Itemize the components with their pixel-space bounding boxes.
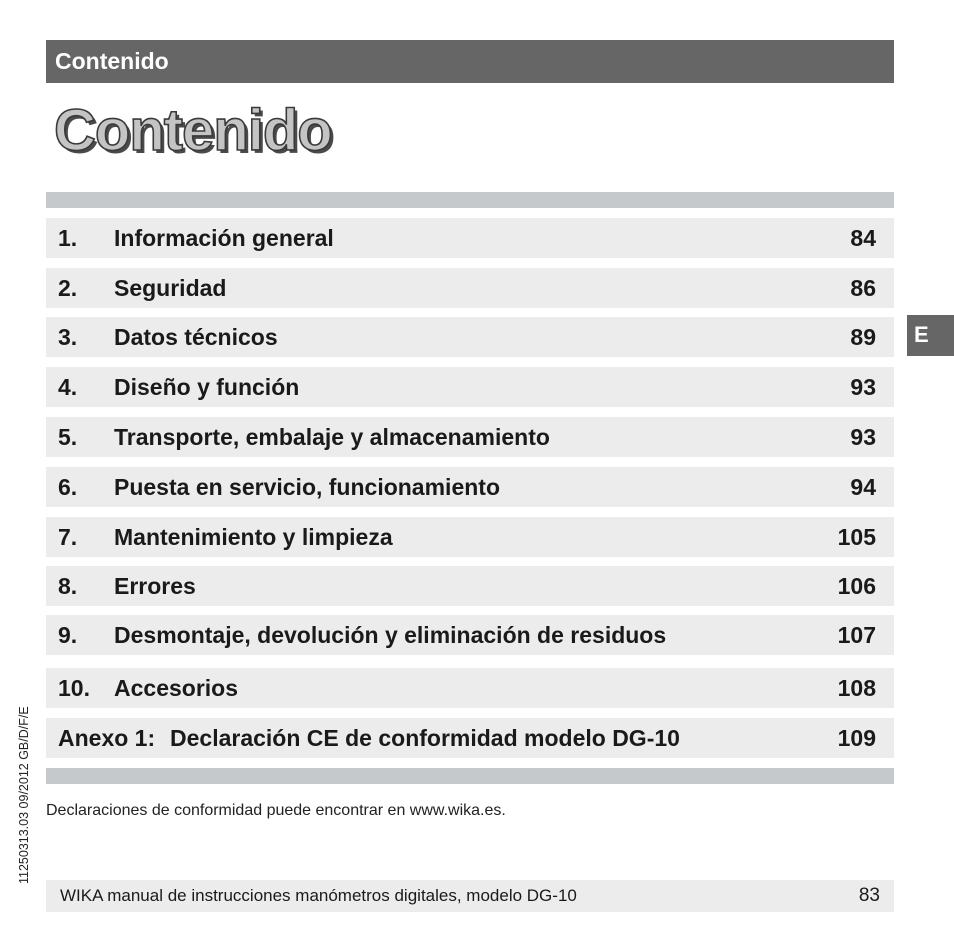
footer-text: WIKA manual de instrucciones manómetros digitales, modelo DG-10 bbox=[60, 886, 577, 905]
toc-title: Mantenimiento y limpieza bbox=[114, 524, 393, 550]
toc-row-10[interactable] bbox=[46, 668, 894, 708]
toc-row-annex[interactable] bbox=[46, 718, 894, 758]
toc-row-2[interactable] bbox=[46, 268, 894, 308]
toc-title: Desmontaje, devolución y eliminación de residuos bbox=[114, 622, 667, 648]
language-tab-label: E bbox=[914, 322, 929, 347]
toc-page: 106 bbox=[837, 573, 876, 599]
document-code: 11250313.03 09/2012 GB/D/F/E bbox=[17, 706, 31, 884]
toc-title: Puesta en servicio, funcionamiento bbox=[114, 474, 500, 500]
toc-row-3[interactable] bbox=[46, 317, 894, 357]
toc-title: Seguridad bbox=[114, 275, 227, 301]
toc-number: 5. bbox=[58, 424, 78, 450]
toc-row-9[interactable] bbox=[46, 615, 894, 655]
toc-row-5[interactable] bbox=[46, 417, 894, 457]
toc-page: 105 bbox=[837, 524, 876, 550]
top-separator bbox=[46, 192, 894, 208]
footer-page-number: 83 bbox=[858, 885, 880, 906]
toc-page: 94 bbox=[850, 474, 876, 500]
toc-page: 107 bbox=[837, 622, 876, 648]
toc-row-4[interactable] bbox=[46, 367, 894, 407]
toc-number: 1. bbox=[58, 225, 78, 251]
toc-annex-title: Declaración CE de conformidad modelo DG-10 bbox=[170, 725, 680, 751]
toc-page: 108 bbox=[837, 675, 876, 701]
toc-number: 7. bbox=[58, 524, 78, 550]
section-header-bar bbox=[46, 40, 894, 83]
toc-page: 84 bbox=[850, 225, 876, 251]
toc-number: 4. bbox=[58, 374, 78, 400]
toc-page: 89 bbox=[850, 324, 876, 350]
toc-page: 93 bbox=[850, 374, 876, 400]
toc-row-6[interactable] bbox=[46, 467, 894, 507]
toc-number: 3. bbox=[58, 324, 78, 350]
toc-number: 6. bbox=[58, 474, 78, 500]
page-title: Contenido bbox=[54, 98, 332, 163]
bottom-separator bbox=[46, 768, 894, 784]
toc-title: Errores bbox=[114, 573, 196, 599]
toc-number: 9. bbox=[58, 622, 78, 648]
toc-page: 93 bbox=[850, 424, 876, 450]
toc-number: 10. bbox=[58, 675, 90, 701]
toc-row-7[interactable] bbox=[46, 517, 894, 557]
toc-annex-label: Anexo 1: bbox=[58, 725, 156, 751]
toc-number: 8. bbox=[58, 573, 78, 599]
language-side-tab bbox=[907, 315, 954, 356]
footer bbox=[46, 880, 894, 912]
toc-title: Diseño y función bbox=[114, 374, 300, 400]
toc-number: 2. bbox=[58, 275, 78, 301]
toc-title: Accesorios bbox=[114, 675, 239, 701]
toc-title: Transporte, embalaje y almacenamiento bbox=[114, 424, 550, 450]
conformity-note: Declaraciones de conformidad puede encontrar en www.wika.es. bbox=[46, 802, 506, 819]
toc-row-1[interactable] bbox=[46, 218, 894, 258]
toc-page: 86 bbox=[850, 275, 876, 301]
toc-row-8[interactable] bbox=[46, 566, 894, 606]
section-header-label: Contenido bbox=[55, 48, 169, 74]
toc-title: Datos técnicos bbox=[114, 324, 278, 350]
toc-page: 109 bbox=[837, 725, 876, 751]
toc-title: Información general bbox=[114, 225, 334, 251]
